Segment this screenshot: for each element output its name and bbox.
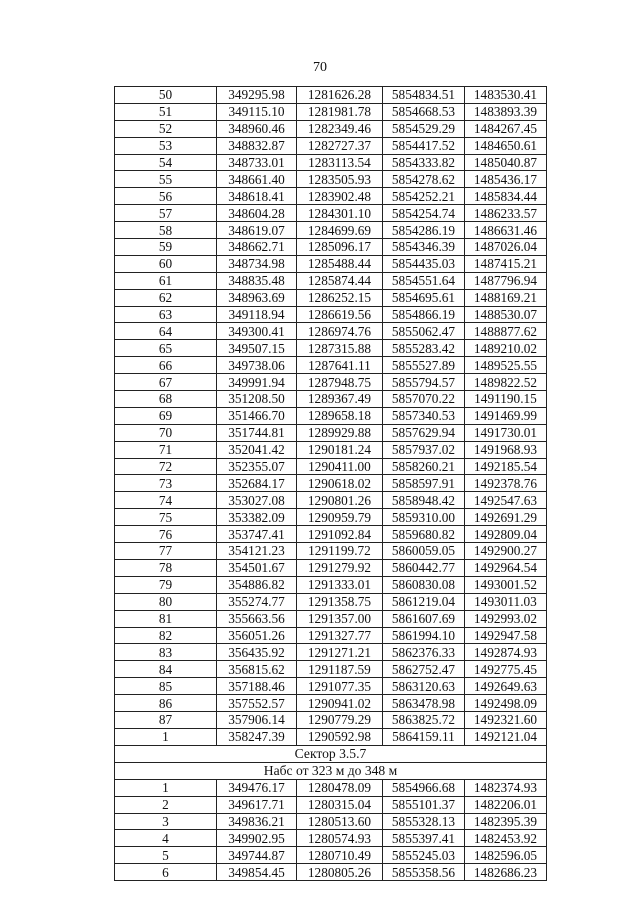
table-cell: 5857937.02 <box>383 441 465 458</box>
table-cell: 348835.48 <box>217 272 297 289</box>
table-row <box>115 661 547 678</box>
table-cell: 70 <box>115 424 217 441</box>
table-cell: 71 <box>115 441 217 458</box>
table-cell: 75 <box>115 509 217 526</box>
table-cell: 5863478.98 <box>383 695 465 712</box>
table-row <box>115 509 547 526</box>
table-body-bottom <box>115 779 547 880</box>
table-cell: 348604.28 <box>217 205 297 222</box>
table-cell: 1489210.02 <box>465 340 547 357</box>
table-cell: 1493011.03 <box>465 593 547 610</box>
table-cell: 356815.62 <box>217 661 297 678</box>
table-cell: 1285096.17 <box>297 239 383 256</box>
table-cell: 5854254.74 <box>383 205 465 222</box>
table-cell: 1488169.21 <box>465 289 547 306</box>
table-row <box>115 255 547 272</box>
table-cell: 349118.94 <box>217 306 297 323</box>
table-cell: 5855245.03 <box>383 847 465 864</box>
table-cell: 5854551.64 <box>383 272 465 289</box>
table-cell: 5855101.37 <box>383 796 465 813</box>
table-row <box>115 813 547 830</box>
table-cell: 1284699.69 <box>297 222 383 239</box>
table-row <box>115 103 547 120</box>
page-number: 70 <box>313 60 327 75</box>
table-cell: 349744.87 <box>217 847 297 864</box>
table-row <box>115 407 547 424</box>
table-cell: 348960.46 <box>217 120 297 137</box>
table-cell: 5862376.33 <box>383 644 465 661</box>
table-cell: 60 <box>115 255 217 272</box>
table-cell: 353747.41 <box>217 526 297 543</box>
table-cell: 77 <box>115 543 217 560</box>
table-cell: 86 <box>115 695 217 712</box>
table-cell: 1286974.76 <box>297 323 383 340</box>
table-cell: 82 <box>115 627 217 644</box>
table-row <box>115 154 547 171</box>
table-cell: 1291333.01 <box>297 576 383 593</box>
table-cell: 1287948.75 <box>297 374 383 391</box>
table-cell: 352684.17 <box>217 475 297 492</box>
table-cell: 349300.41 <box>217 323 297 340</box>
table-cell: 1492498.09 <box>465 695 547 712</box>
table-cell: 1280710.49 <box>297 847 383 864</box>
section-header <box>115 745 547 779</box>
table-row <box>115 864 547 881</box>
table-cell: 5854286.19 <box>383 222 465 239</box>
table-cell: 1487026.04 <box>465 239 547 256</box>
table-cell: 1280478.09 <box>297 779 383 796</box>
table-cell: 5857629.94 <box>383 424 465 441</box>
table-cell: 349617.71 <box>217 796 297 813</box>
table-cell: 1287641.11 <box>297 357 383 374</box>
table-cell: 1285874.44 <box>297 272 383 289</box>
table-cell: 1280513.60 <box>297 813 383 830</box>
table-cell: 5860830.08 <box>383 576 465 593</box>
table-cell: 5855527.89 <box>383 357 465 374</box>
table-cell: 5861994.10 <box>383 627 465 644</box>
table-cell: 79 <box>115 576 217 593</box>
table-cell: 1291358.75 <box>297 593 383 610</box>
table-cell: 1281981.78 <box>297 103 383 120</box>
table-cell: 1290779.29 <box>297 711 383 728</box>
table-row <box>115 559 547 576</box>
table-cell: 357552.57 <box>217 695 297 712</box>
table-cell: 1492121.04 <box>465 728 547 745</box>
table-cell: 2 <box>115 796 217 813</box>
table-cell: 1 <box>115 728 217 745</box>
table-cell: 76 <box>115 526 217 543</box>
table-row <box>115 289 547 306</box>
table-cell: 5858948.42 <box>383 492 465 509</box>
table-cell: 349295.98 <box>217 87 297 104</box>
table-cell: 349854.45 <box>217 864 297 881</box>
table-cell: 349476.17 <box>217 779 297 796</box>
table-cell: 349902.95 <box>217 830 297 847</box>
table-cell: 1482596.05 <box>465 847 547 864</box>
table-cell: 5854834.51 <box>383 87 465 104</box>
table-cell: 5854529.29 <box>383 120 465 137</box>
table-cell: 5854668.53 <box>383 103 465 120</box>
table-row <box>115 374 547 391</box>
table-cell: 1283113.54 <box>297 154 383 171</box>
table-cell: 73 <box>115 475 217 492</box>
table-cell: 81 <box>115 610 217 627</box>
table-row <box>115 306 547 323</box>
table-cell: 1286252.15 <box>297 289 383 306</box>
table-body-top <box>115 87 547 746</box>
table-cell: 1290959.79 <box>297 509 383 526</box>
table-cell: 348618.41 <box>217 188 297 205</box>
table-row <box>115 424 547 441</box>
table-cell: 5861607.69 <box>383 610 465 627</box>
table-row <box>115 830 547 847</box>
table-row <box>115 340 547 357</box>
table-cell: 349115.10 <box>217 103 297 120</box>
table-cell: 1280315.04 <box>297 796 383 813</box>
table-row <box>115 458 547 475</box>
table-row <box>115 678 547 695</box>
table-cell: 5854346.39 <box>383 239 465 256</box>
table-cell: 351208.50 <box>217 391 297 408</box>
table-cell: 55 <box>115 171 217 188</box>
table-cell: 1483893.39 <box>465 103 547 120</box>
table-cell: 1488877.62 <box>465 323 547 340</box>
table-cell: 1284301.10 <box>297 205 383 222</box>
table-cell: 72 <box>115 458 217 475</box>
table-cell: 357188.46 <box>217 678 297 695</box>
table-cell: 349836.21 <box>217 813 297 830</box>
table-cell: 74 <box>115 492 217 509</box>
table-cell: 352041.42 <box>217 441 297 458</box>
table-row <box>115 222 547 239</box>
table-cell: 1482374.93 <box>465 779 547 796</box>
table-cell: 5854252.21 <box>383 188 465 205</box>
table-row <box>115 492 547 509</box>
table-cell: 5855283.42 <box>383 340 465 357</box>
table-cell: 5857070.22 <box>383 391 465 408</box>
table-cell: 1482395.39 <box>465 813 547 830</box>
table-cell: 5858597.91 <box>383 475 465 492</box>
table-row <box>115 593 547 610</box>
table-cell: 5855062.47 <box>383 323 465 340</box>
table-cell: 354121.23 <box>217 543 297 560</box>
table-row <box>115 644 547 661</box>
table-row <box>115 475 547 492</box>
table-cell: 5 <box>115 847 217 864</box>
table-cell: 1287315.88 <box>297 340 383 357</box>
section-subtitle-row <box>115 762 547 779</box>
table-cell: 348662.71 <box>217 239 297 256</box>
table-row <box>115 695 547 712</box>
table-cell: 5861219.04 <box>383 593 465 610</box>
table-cell: 348619.07 <box>217 222 297 239</box>
table-cell: 53 <box>115 137 217 154</box>
table-cell: 5863120.63 <box>383 678 465 695</box>
table-cell: 1492964.54 <box>465 559 547 576</box>
table-cell: 1492809.04 <box>465 526 547 543</box>
table-cell: 1290801.26 <box>297 492 383 509</box>
table-cell: 5854966.68 <box>383 779 465 796</box>
table-cell: 1491469.99 <box>465 407 547 424</box>
table-cell: 5858260.21 <box>383 458 465 475</box>
table-cell: 1283902.48 <box>297 188 383 205</box>
table-row <box>115 711 547 728</box>
table-cell: 1485436.17 <box>465 171 547 188</box>
table-row <box>115 357 547 374</box>
table-cell: 1291327.77 <box>297 627 383 644</box>
table-cell: 354501.67 <box>217 559 297 576</box>
table-cell: 1290618.02 <box>297 475 383 492</box>
table-cell: 64 <box>115 323 217 340</box>
table-cell: 1492185.54 <box>465 458 547 475</box>
table-cell: 5864159.11 <box>383 728 465 745</box>
table-cell: 5862752.47 <box>383 661 465 678</box>
table-cell: 1289367.49 <box>297 391 383 408</box>
table-cell: 1285488.44 <box>297 255 383 272</box>
table-cell: 1290181.24 <box>297 441 383 458</box>
table-cell: 355663.56 <box>217 610 297 627</box>
table-cell: 62 <box>115 289 217 306</box>
table-cell: 1291092.84 <box>297 526 383 543</box>
table-cell: 1484267.45 <box>465 120 547 137</box>
table-cell: 1280574.93 <box>297 830 383 847</box>
table-cell: 1491190.15 <box>465 391 547 408</box>
table-cell: 351744.81 <box>217 424 297 441</box>
table-cell: 1290592.98 <box>297 728 383 745</box>
table-cell: 1483530.41 <box>465 87 547 104</box>
table-cell: 5854417.52 <box>383 137 465 154</box>
table-cell: 1281626.28 <box>297 87 383 104</box>
table-cell: 348832.87 <box>217 137 297 154</box>
table-row <box>115 526 547 543</box>
table-cell: 353027.08 <box>217 492 297 509</box>
table-cell: 5855358.56 <box>383 864 465 881</box>
table-cell: 1282349.46 <box>297 120 383 137</box>
table-cell: 1 <box>115 779 217 796</box>
table-cell: 50 <box>115 87 217 104</box>
table-cell: 1487796.94 <box>465 272 547 289</box>
table-cell: 56 <box>115 188 217 205</box>
table-row <box>115 120 547 137</box>
table-cell: 5855794.57 <box>383 374 465 391</box>
table-cell: 5855397.41 <box>383 830 465 847</box>
table-row <box>115 323 547 340</box>
table-cell: 67 <box>115 374 217 391</box>
table-cell: 1491968.93 <box>465 441 547 458</box>
table-cell: 356051.26 <box>217 627 297 644</box>
table-cell: 1493001.52 <box>465 576 547 593</box>
table-cell: 1290941.02 <box>297 695 383 712</box>
table-cell: 1291187.59 <box>297 661 383 678</box>
table-cell: 4 <box>115 830 217 847</box>
table-cell: 1290411.00 <box>297 458 383 475</box>
table-cell: 59 <box>115 239 217 256</box>
table-cell: 349738.06 <box>217 357 297 374</box>
table-row <box>115 391 547 408</box>
table-cell: 351466.70 <box>217 407 297 424</box>
table-cell: 78 <box>115 559 217 576</box>
table-cell: 1492947.58 <box>465 627 547 644</box>
table-cell: 1486631.46 <box>465 222 547 239</box>
table-cell: 353382.09 <box>217 509 297 526</box>
table-cell: 5860442.77 <box>383 559 465 576</box>
table-cell: 5855328.13 <box>383 813 465 830</box>
table-cell: 87 <box>115 711 217 728</box>
table-cell: 1482206.01 <box>465 796 547 813</box>
table-cell: 5857340.53 <box>383 407 465 424</box>
table-cell: 63 <box>115 306 217 323</box>
table-cell: 1291077.35 <box>297 678 383 695</box>
section-title: Сектор 3.5.7 <box>115 745 547 762</box>
table-cell: 80 <box>115 593 217 610</box>
coordinates-table <box>114 86 547 881</box>
table-cell: 5863825.72 <box>383 711 465 728</box>
table-cell: 52 <box>115 120 217 137</box>
table-cell: 1487415.21 <box>465 255 547 272</box>
table-row <box>115 728 547 745</box>
table-cell: 6 <box>115 864 217 881</box>
section-subtitle: Набс от 323 м до 348 м <box>115 762 547 779</box>
table-cell: 58 <box>115 222 217 239</box>
table-row <box>115 205 547 222</box>
table-cell: 5854866.19 <box>383 306 465 323</box>
table-cell: 1291199.72 <box>297 543 383 560</box>
table-cell: 349991.94 <box>217 374 297 391</box>
table-cell: 1492900.27 <box>465 543 547 560</box>
table-cell: 349507.15 <box>217 340 297 357</box>
table-cell: 5854435.03 <box>383 255 465 272</box>
table-cell: 51 <box>115 103 217 120</box>
table-cell: 1283505.93 <box>297 171 383 188</box>
table-cell: 348963.69 <box>217 289 297 306</box>
table-row <box>115 441 547 458</box>
table-cell: 5854695.61 <box>383 289 465 306</box>
table-cell: 1482453.92 <box>465 830 547 847</box>
table-cell: 1289658.18 <box>297 407 383 424</box>
table-cell: 348733.01 <box>217 154 297 171</box>
table-row <box>115 272 547 289</box>
table-row <box>115 137 547 154</box>
table-cell: 1280805.26 <box>297 864 383 881</box>
table-cell: 1492993.02 <box>465 610 547 627</box>
table-cell: 84 <box>115 661 217 678</box>
table-cell: 1492874.93 <box>465 644 547 661</box>
table-cell: 5854333.82 <box>383 154 465 171</box>
table-cell: 54 <box>115 154 217 171</box>
table-cell: 1492547.63 <box>465 492 547 509</box>
section-title-row <box>115 745 547 762</box>
table-cell: 1291279.92 <box>297 559 383 576</box>
table-cell: 354886.82 <box>217 576 297 593</box>
table-row <box>115 171 547 188</box>
table-cell: 5859680.82 <box>383 526 465 543</box>
table-cell: 68 <box>115 391 217 408</box>
table-row <box>115 796 547 813</box>
table-cell: 66 <box>115 357 217 374</box>
table-cell: 3 <box>115 813 217 830</box>
table-row <box>115 87 547 104</box>
table-cell: 1492691.29 <box>465 509 547 526</box>
table-cell: 61 <box>115 272 217 289</box>
table-cell: 1489525.55 <box>465 357 547 374</box>
table-cell: 1492378.76 <box>465 475 547 492</box>
table-cell: 65 <box>115 340 217 357</box>
table-cell: 1489822.52 <box>465 374 547 391</box>
table-cell: 57 <box>115 205 217 222</box>
table-cell: 355274.77 <box>217 593 297 610</box>
table-cell: 1291357.00 <box>297 610 383 627</box>
table-cell: 1492321.60 <box>465 711 547 728</box>
table-row <box>115 543 547 560</box>
table-cell: 5860059.05 <box>383 543 465 560</box>
table-cell: 5859310.00 <box>383 509 465 526</box>
table-cell: 5854278.62 <box>383 171 465 188</box>
table-cell: 1291271.21 <box>297 644 383 661</box>
table-cell: 1488530.07 <box>465 306 547 323</box>
table-row <box>115 576 547 593</box>
table-cell: 69 <box>115 407 217 424</box>
table-cell: 1482686.23 <box>465 864 547 881</box>
table-cell: 1485834.44 <box>465 188 547 205</box>
table-cell: 1491730.01 <box>465 424 547 441</box>
table-cell: 357906.14 <box>217 711 297 728</box>
table-cell: 1485040.87 <box>465 154 547 171</box>
table-row <box>115 188 547 205</box>
table-cell: 348661.40 <box>217 171 297 188</box>
table-row <box>115 779 547 796</box>
table-row <box>115 627 547 644</box>
table-cell: 356435.92 <box>217 644 297 661</box>
table-cell: 1282727.37 <box>297 137 383 154</box>
table-cell: 352355.07 <box>217 458 297 475</box>
table-row <box>115 847 547 864</box>
table-cell: 348734.98 <box>217 255 297 272</box>
table-row <box>115 239 547 256</box>
table-cell: 1492775.45 <box>465 661 547 678</box>
table-cell: 1486233.57 <box>465 205 547 222</box>
table-cell: 1289929.88 <box>297 424 383 441</box>
table-cell: 85 <box>115 678 217 695</box>
table-row <box>115 610 547 627</box>
table-cell: 1286619.56 <box>297 306 383 323</box>
table-cell: 83 <box>115 644 217 661</box>
table-cell: 1484650.61 <box>465 137 547 154</box>
table-cell: 1492649.63 <box>465 678 547 695</box>
table-cell: 358247.39 <box>217 728 297 745</box>
